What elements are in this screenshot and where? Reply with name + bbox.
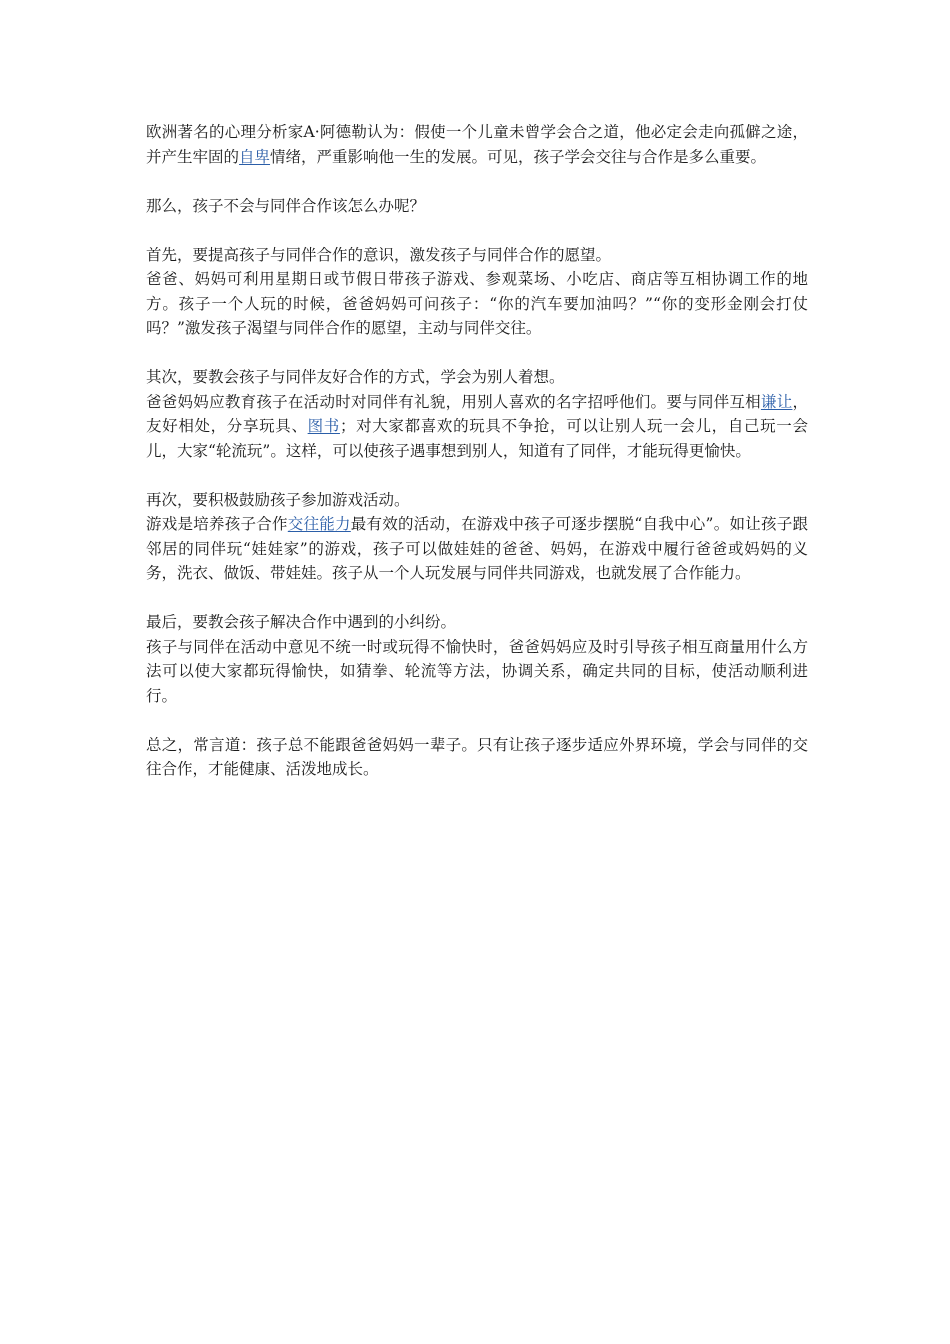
conclusion-paragraph: 总之，常言道：孩子总不能跟爸爸妈妈一辈子。只有让孩子逐步适应外界环境，学会与同伴的交往合作，才能健康、活泼地成长。	[146, 735, 808, 778]
paragraph-gap	[146, 708, 808, 733]
link-humility[interactable]: 谦让	[760, 392, 793, 411]
link-inferiority[interactable]: 自卑	[239, 147, 271, 166]
last-body: 孩子与同伴在活动中意见不统一时或玩得不愉快时，爸爸妈妈应及时引导孩子相互商量用什么方法可以使大家都玩得愉快，如猜拳、轮流等方法，协调关系，确定共同的目标，使活动顺利进行。	[146, 637, 808, 705]
paragraph-gap	[146, 218, 808, 243]
third-heading: 再次，要积极鼓励孩子参加游戏活动。	[146, 490, 410, 509]
paragraph-gap	[146, 586, 808, 611]
third-text-2: 最有效的活动，在游戏中孩子可逐步摆脱“自我中心”。如让孩子跟邻居的同伴玩“娃娃家”的游戏，孩子可以做娃娃的爸爸、妈妈，在游戏中履行爸爸或妈妈的义务，洗衣、做饭、带娃娃。孩子从一个人玩发展与同伴共同游戏，也就发展了合作能力。	[146, 515, 808, 582]
paragraph-gap	[146, 341, 808, 366]
intro-text-2: 情绪，严重影响他一生的发展。可见，孩子学会交往与合作是多么重要。	[270, 147, 767, 166]
second-text-1: 爸爸妈妈应教育孩子在活动时对同伴有礼貌，用别人喜欢的名字招呼他们。要与同伴互相	[146, 392, 761, 411]
second-heading: 其次，要教会孩子与同伴友好合作的方式，学会为别人着想。	[146, 368, 565, 386]
intro-text-1: 欧洲著名的心理分析家A·阿德勒认为：假使一个儿童未曾学会合之道，他必定会走向孤僻之途，并产生牢固的	[146, 123, 808, 166]
last-heading: 最后，要教会孩子解决合作中遇到的小纠纷。	[146, 613, 457, 631]
second-text-2: ，友好相处，分享玩具、	[146, 392, 808, 435]
first-body: 爸爸、妈妈可利用星期日或节假日带孩子游戏、参观菜场、小吃店、商店等互相协调工作的地方。孩子一个人玩的时候，爸爸妈妈可问孩子：“你的汽车要加油吗？”“你的变形金刚会打仗吗？”激发孩子渴望与同伴合作的愿望，主动与同伴交往。	[146, 270, 808, 337]
intro-paragraph	[146, 120, 808, 169]
third-body	[146, 512, 808, 586]
third-text-1: 游戏是培养孩子合作	[146, 515, 288, 533]
first-heading: 首先，要提高孩子与同伴合作的意识，激发孩子与同伴合作的愿望。	[146, 245, 612, 264]
link-social-skills[interactable]: 交往能力	[287, 515, 351, 533]
second-body	[146, 390, 808, 464]
paragraph-gap	[146, 169, 808, 194]
document-body	[146, 120, 808, 782]
second-text-3: ；对大家都喜欢的玩具不争抢，可以让别人玩一会儿，自己玩一会儿，大家“轮流玩”。这样，可以使孩子遇事想到别人，知道有了同伴，才能玩得更愉快。	[146, 417, 808, 460]
paragraph-gap	[146, 463, 808, 488]
question-paragraph: 那么，孩子不会与同伴合作该怎么办呢？	[146, 196, 426, 215]
link-books[interactable]: 图书	[307, 417, 340, 435]
